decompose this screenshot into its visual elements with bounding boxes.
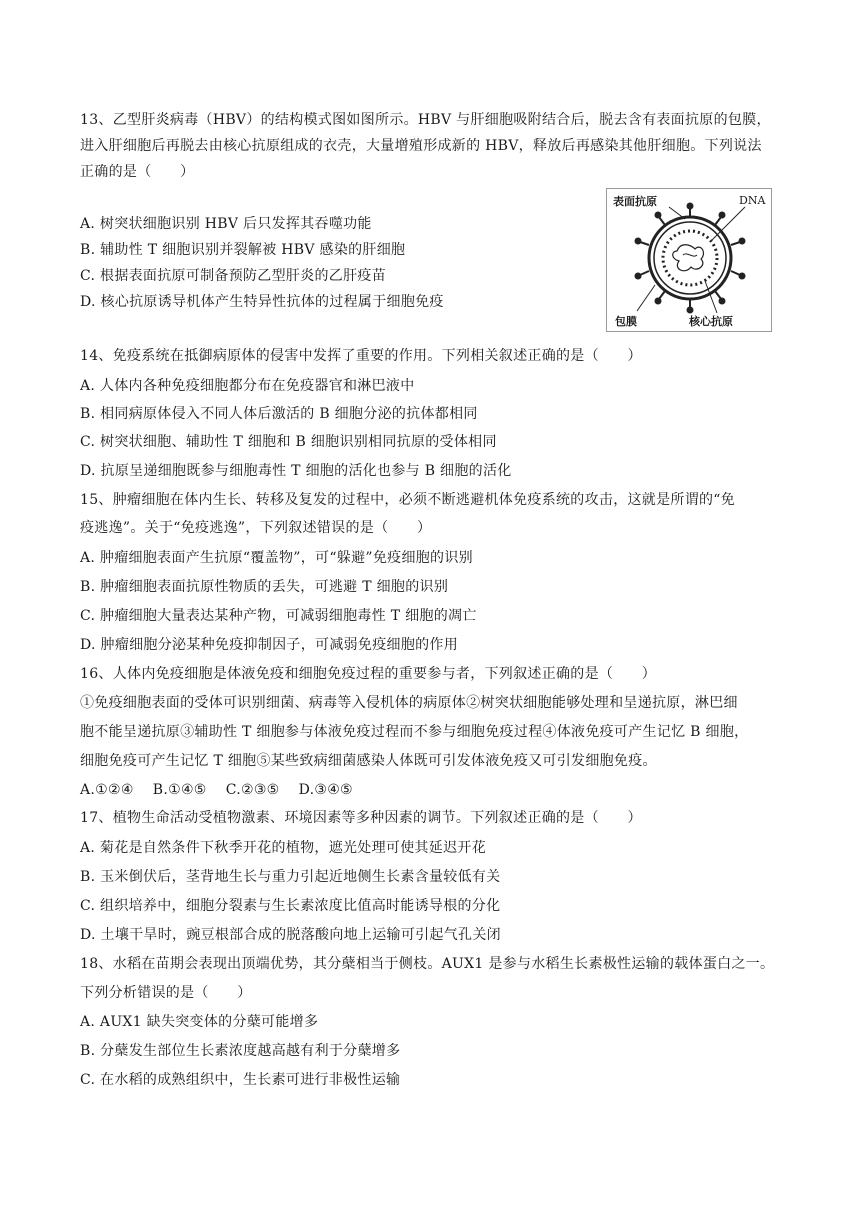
- q15-option-d: D. 肿瘤细胞分泌某种免疫抑制因子，可减弱免疫细胞的作用: [80, 637, 459, 653]
- q16-stem-line-4: 细胞免疫可产生记忆 T 细胞⑤某些致病细菌感染人体既可引发体液免疫又可引发细胞免疫。: [80, 753, 657, 769]
- q17-stem-line-1: 17、植物生命活动受植物激素、环境因素等多种因素的调节。下列叙述正确的是（ ）: [80, 810, 642, 826]
- q16-stem-line-2: ①免疫细胞表面的受体可识别细菌、病毒等入侵机体的病原体②树突状细胞能够处理和呈递抗原，淋巴细: [80, 695, 738, 711]
- q13-option-b: B. 辅助性 T 细胞识别并裂解被 HBV 感染的肝细胞: [80, 242, 406, 258]
- q15-option-a: A. 肿瘤细胞表面产生抗原“覆盖物”，可“躲避”免疫细胞的识别: [80, 550, 473, 566]
- q16-options: A.①②④ B.①④⑤ C.②③⑤ D.③④⑤: [80, 782, 353, 798]
- q14-option-a: A. 人体内各种免疫细胞都分布在免疫器官和淋巴液中: [80, 378, 415, 394]
- q13-stem-line-3: 正确的是（ ）: [80, 164, 195, 180]
- q18-option-a: A. AUX1 缺失突变体的分蘖可能增多: [80, 1014, 319, 1030]
- q18-option-c: C. 在水稻的成熟组织中，生长素可进行非极性运输: [80, 1072, 401, 1088]
- label-dna: DNA: [739, 194, 766, 207]
- q18-option-b: B. 分蘖发生部位生长素浓度越高越有利于分蘖增多: [80, 1043, 401, 1059]
- q14-option-d: D. 抗原呈递细胞既参与细胞毒性 T 细胞的活化也参与 B 细胞的活化: [80, 463, 512, 479]
- q15-stem-line-1: 15、肿瘤细胞在体内生长、转移及复发的过程中，必须不断逃避机体免疫系统的攻击，这就是所谓的“免: [80, 492, 736, 508]
- q17-option-a: A. 菊花是自然条件下秋季开花的植物，遮光处理可使其延迟开花: [80, 840, 487, 856]
- q14-option-b: B. 相同病原体侵入不同人体后激活的 B 细胞分泌的抗体都相同: [80, 406, 478, 422]
- q13-stem-line-2: 进入肝细胞后再脱去由核心抗原组成的衣壳，大量增殖形成新的 HBV，释放后再感染其他肝细胞。下列说法: [80, 138, 762, 154]
- q17-option-d: D. 土壤干旱时，豌豆根部合成的脱落酸向地上运输可引起气孔关闭: [80, 927, 501, 943]
- label-envelope: 包膜: [615, 315, 637, 328]
- label-core-antigen: 核心抗原: [689, 315, 733, 328]
- q18-stem-line-1: 18、水稻在苗期会表现出顶端优势，其分蘖相当于侧枝。AUX1 是参与水稻生长素极性运输的载体蛋白之一。: [80, 956, 775, 972]
- q14-option-c: C. 树突状细胞、辅助性 T 细胞和 B 细胞识别相同抗原的受体相同: [80, 434, 497, 450]
- q16-stem-line-3: 胞不能呈递抗原③辅助性 T 细胞参与体液免疫过程而不参与细胞免疫过程④体液免疫可产生记忆 B 细胞，: [80, 724, 749, 740]
- hbv-structure-figure: [606, 188, 772, 332]
- q18-stem-line-2: 下列分析错误的是（ ）: [80, 985, 252, 1001]
- q14-stem-line-1: 14、免疫系统在抵御病原体的侵害中发挥了重要的作用。下列相关叙述正确的是（ ）: [80, 348, 642, 364]
- q15-option-b: B. 肿瘤细胞表面抗原性物质的丢失，可逃避 T 细胞的识别: [80, 579, 449, 595]
- q13-option-c: C. 根据表面抗原可制备预防乙型肝炎的乙肝疫苗: [80, 268, 387, 284]
- q15-stem-line-2: 疫逃逸”。关于“免疫逃逸”，下列叙述错误的是（ ）: [80, 520, 432, 536]
- q17-option-b: B. 玉米倒伏后，茎背地生长与重力引起近地侧生长素含量较低有关: [80, 869, 501, 885]
- q16-stem-line-1: 16、人体内免疫细胞是体液免疫和细胞免疫过程的重要参与者，下列叙述正确的是（ ）: [80, 666, 657, 682]
- q17-option-c: C. 组织培养中，细胞分裂素与生长素浓度比值高时能诱导根的分化: [80, 898, 501, 914]
- q15-option-c: C. 肿瘤细胞大量表达某种产物，可减弱细胞毒性 T 细胞的凋亡: [80, 608, 477, 624]
- q13-stem-line-1: 13、乙型肝炎病毒（HBV）的结构模式图如图所示。HBV 与肝细胞吸附结合后，脱去含有表面抗原的包膜，: [80, 112, 771, 128]
- label-surface-antigen: 表面抗原: [613, 195, 657, 208]
- q13-option-d: D. 核心抗原诱导机体产生特异性抗体的过程属于细胞免疫: [80, 294, 444, 310]
- q13-option-a: A. 树突状细胞识别 HBV 后只发挥其吞噬功能: [80, 216, 372, 232]
- hbv-virus-diagram: [607, 189, 771, 331]
